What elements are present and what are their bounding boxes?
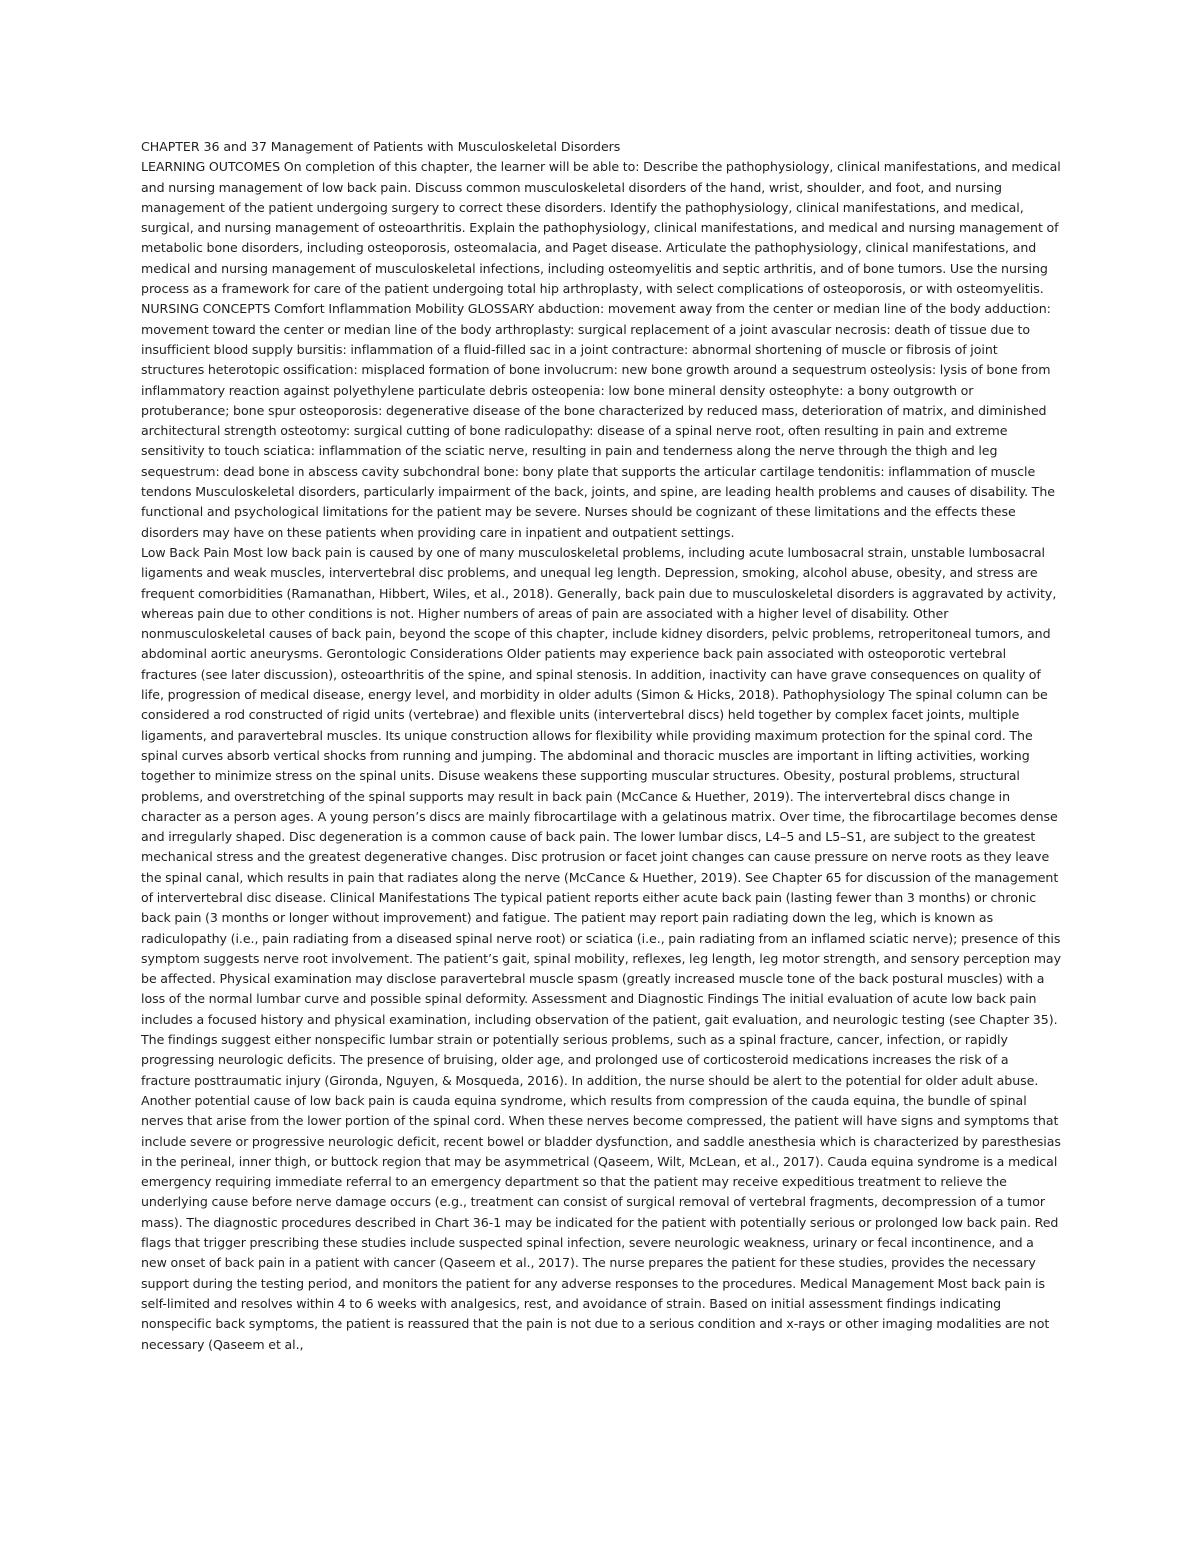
document-title: CHAPTER 36 and 37 Management of Patients with Musculoskeletal Disorders xyxy=(141,139,621,154)
paragraph-learning-outcomes: LEARNING OUTCOMES On completion of this chapter, the learner will be able to: Describe the pathophysiology, clinical manifestations, and medical and nursing management of low back pain. Discuss common musculoskeletal disorders of the hand, wrist, shoulder, and foot, and nursing management of the patient undergoing surgery to correct these disorders. Identify the pathophysiology, clinical manifestations, and medical, surgical, and nursing management of osteoarthritis. Explain the pathophysiology, clinical manifestations, and medical and nursing management of metabolic bone disorders, including osteoporosis, osteomalacia, and Paget disease. Articulate the pathophysiology, clinical manifestations, and medical and nursing management of musculoskeletal infections, including osteomyelitis and septic arthritis, and of bone tumors. Use the nursing process as a framework for care of the patient undergoing total hip arthroplasty, with select complications of osteoporosis, or with osteomyelitis. NURSING CONCEPTS Comfort Inflammation Mobility GLOSSARY abduction: movement away from the center or median line of the body adduction: movement toward the center or median line of the body arthroplasty: surgical replacement of a joint avascular necrosis: death of tissue due to insufficient blood supply bursitis: inflammation of a fluid-filled sac in a joint contracture: abnormal shortening of muscle or fibrosis of joint structures heterotopic ossification: misplaced formation of bone involucrum: new bone growth around a sequestrum osteolysis: lysis of bone from inflammatory reaction against polyethylene particulate debris osteopenia: low bone mineral density osteophyte: a bony outgrowth or protuberance; bone spur osteoporosis: degenerative disease of the bone characterized by reduced mass, deterioration of matrix, and diminished architectural strength osteotomy: surgical cutting of bone radiculopathy: disease of a spinal nerve root, often resulting in pain and extreme sensitivity to touch sciatica: inflammation of the sciatic nerve, resulting in pain and tenderness along the nerve through the thigh and leg sequestrum: dead bone in abscess cavity subchondral bone: bony plate that supports the articular cartilage tendonitis: inflammation of muscle tendons Musculoskeletal disorders, particularly impairment of the back, joints, and spine, are leading health problems and causes of disability. The functional and psychological limitations for the patient may be severe. Nurses should be cognizant of these limitations and the effects these disorders may have on these patients when providing care in inpatient and outpatient settings. xyxy=(141,159,1061,540)
document-body xyxy=(141,137,1061,1355)
paragraph-low-back-pain: Low Back Pain Most low back pain is caused by one of many musculoskeletal problems, including acute lumbosacral strain, unstable lumbosacral ligaments and weak muscles, intervertebral disc problems, and unequal leg length. Depression, smoking, alcohol abuse, obesity, and stress are frequent comorbidities (Ramanathan, Hibbert, Wiles, et al., 2018). Generally, back pain due to musculoskeletal disorders is aggravated by activity, whereas pain due to other conditions is not. Higher numbers of areas of pain are associated with a higher level of disability. Other nonmusculoskeletal causes of back pain, beyond the scope of this chapter, include kidney disorders, pelvic problems, retroperitoneal tumors, and abdominal aortic aneurysms. Gerontologic Considerations Older patients may experience back pain associated with osteoporotic vertebral fractures (see later discussion), osteoarthritis of the spine, and spinal stenosis. In addition, inactivity can have grave consequences on quality of life, progression of medical disease, energy level, and morbidity in older adults (Simon & Hicks, 2018). Pathophysiology The spinal column can be considered a rod constructed of rigid units (vertebrae) and flexible units (intervertebral discs) held together by complex facet joints, multiple ligaments, and paravertebral muscles. Its unique construction allows for flexibility while providing maximum protection for the spinal cord. The spinal curves absorb vertical shocks from running and jumping. The abdominal and thoracic muscles are important in lifting activities, working together to minimize stress on the spinal units. Disuse weakens these supporting muscular structures. Obesity, postural problems, structural problems, and overstretching of the spinal supports may result in back pain (McCance & Huether, 2019). The intervertebral discs change in character as a person ages. A young person’s discs are mainly fibrocartilage with a gelatinous matrix. Over time, the fibrocartilage becomes dense and irregularly shaped. Disc degeneration is a common cause of back pain. The lower lumbar discs, L4–5 and L5–S1, are subject to the greatest mechanical stress and the greatest degenerative changes. Disc protrusion or facet joint changes can cause pressure on nerve roots as they leave the spinal canal, which results in pain that radiates along the nerve (McCance & Huether, 2019). See Chapter 65 for discussion of the management of intervertebral disc disease. Clinical Manifestations The typical patient reports either acute back pain (lasting fewer than 3 months) or chronic back pain (3 months or longer without improvement) and fatigue. The patient may report pain radiating down the leg, which is known as radiculopathy (i.e., pain radiating from a diseased spinal nerve root) or sciatica (i.e., pain radiating from an inflamed sciatic nerve); presence of this symptom suggests nerve root involvement. The patient’s gait, spinal mobility, reflexes, leg length, leg motor strength, and sensory perception may be affected. Physical examination may disclose paravertebral muscle spasm (greatly increased muscle tone of the back postural muscles) with a loss of the normal lumbar curve and possible spinal deformity. Assessment and Diagnostic Findings The initial evaluation of acute low back pain includes a focused history and physical examination, including observation of the patient, gait evaluation, and neurologic testing (see Chapter 35). The findings suggest either nonspecific lumbar strain or potentially serious problems, such as a spinal fracture, cancer, infection, or rapidly progressing neurologic deficits. The presence of bruising, older age, and prolonged use of corticosteroid medications increases the risk of a fracture posttraumatic injury (Gironda, Nguyen, & Mosqueda, 2016). In addition, the nurse should be alert to the potential for older adult abuse. Another potential cause of low back pain is cauda equina syndrome, which results from compression of the cauda equina, the bundle of spinal nerves that arise from the lower portion of the spinal cord. When these nerves become compressed, the patient will have signs and symptoms that include severe or progressive neurologic deficit, recent bowel or bladder dysfunction, and saddle anesthesia which is characterized by paresthesias in the perineal, inner thigh, or buttock region that may be asymmetrical (Qaseem, Wilt, McLean, et al., 2017). Cauda equina syndrome is a medical emergency requiring immediate referral to an emergency department so that the patient may receive expeditious treatment to relieve the underlying cause before nerve damage occurs (e.g., treatment can consist of surgical removal of vertebral fragments, decompression of a tumor mass). The diagnostic procedures described in Chart 36-1 may be indicated for the patient with potentially serious or prolonged low back pain. Red flags that trigger prescribing these studies include suspected spinal infection, severe neurologic weakness, urinary or fecal incontinence, and a new onset of back pain in a patient with cancer (Qaseem et al., 2017). The nurse prepares the patient for these studies, provides the necessary support during the testing period, and monitors the patient for any adverse responses to the procedures. Medical Management Most back pain is self-limited and resolves within 4 to 6 weeks with analgesics, rest, and avoidance of strain. Based on initial assessment findings indicating nonspecific back symptoms, the patient is reassured that the pain is not due to a serious condition and x-rays or other imaging modalities are not necessary (Qaseem et al., xyxy=(141,544,1061,1352)
